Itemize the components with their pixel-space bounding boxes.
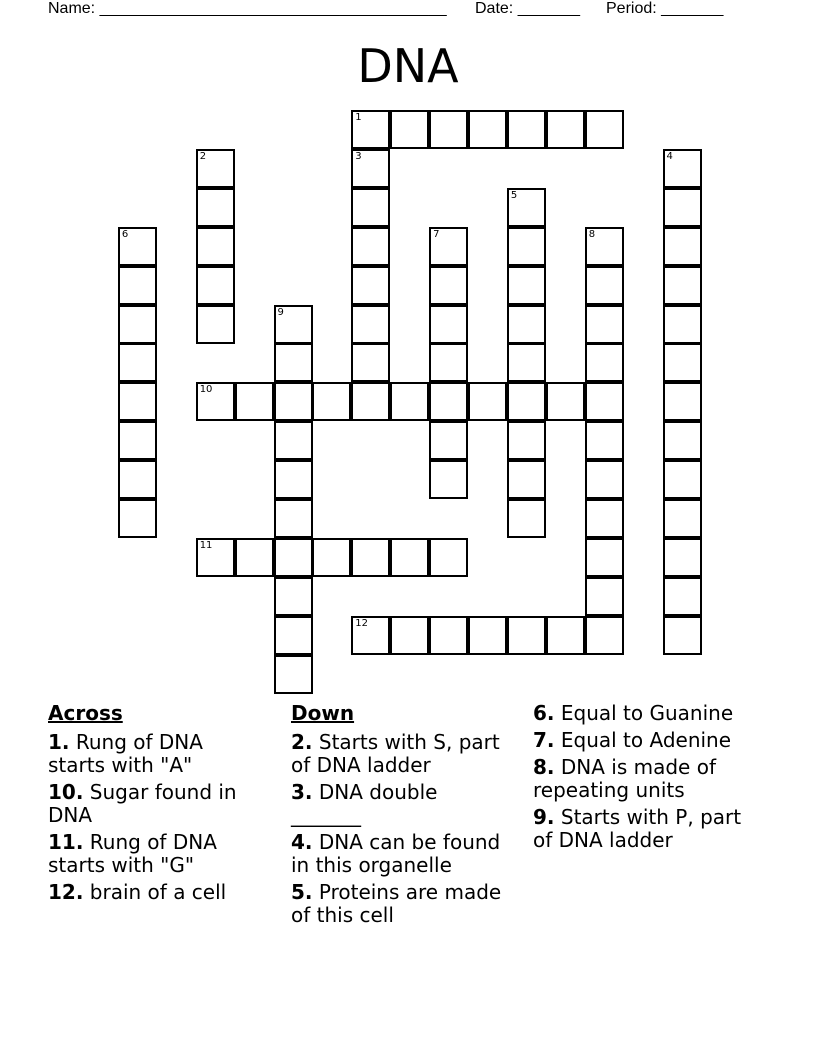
clue-number: 4. xyxy=(291,830,313,854)
clue-down-3 xyxy=(291,781,506,827)
grid-cell[interactable] xyxy=(663,227,702,266)
clue-down-4 xyxy=(291,831,506,877)
grid-cell[interactable] xyxy=(429,343,468,382)
clue-number: 5. xyxy=(291,880,313,904)
grid-cell[interactable] xyxy=(468,616,507,655)
clue-number: 7. xyxy=(533,728,555,752)
grid-cell[interactable] xyxy=(351,227,390,266)
page-title: DNA xyxy=(357,39,459,93)
grid-cell[interactable] xyxy=(585,305,624,344)
clue-down-6 xyxy=(533,702,763,725)
grid-cell[interactable] xyxy=(118,499,157,538)
grid-cell[interactable] xyxy=(118,305,157,344)
clue-text: brain of a cell xyxy=(83,880,227,904)
grid-cell[interactable] xyxy=(274,305,313,344)
grid-cell[interactable] xyxy=(196,382,235,421)
grid-cell[interactable] xyxy=(235,382,274,421)
clue-text: Proteins are made of this cell xyxy=(291,880,502,927)
grid-cell[interactable] xyxy=(507,343,546,382)
grid-cell[interactable] xyxy=(390,382,429,421)
grid-cell[interactable] xyxy=(507,499,546,538)
grid-cell[interactable] xyxy=(507,305,546,344)
grid-cell[interactable] xyxy=(351,305,390,344)
clue-number-label: 10 xyxy=(199,384,213,396)
grid-cell[interactable] xyxy=(312,538,351,577)
grid-cell[interactable] xyxy=(312,382,351,421)
grid-cell[interactable] xyxy=(507,227,546,266)
grid-cell[interactable] xyxy=(546,110,585,149)
date-field[interactable]: Date: _______ xyxy=(475,0,580,17)
grid-cell[interactable] xyxy=(468,382,507,421)
clue-number-label: 2 xyxy=(199,150,207,162)
clue-number-label: 1 xyxy=(355,112,362,123)
clue-number-label: 3 xyxy=(355,150,362,162)
grid-cell[interactable] xyxy=(429,616,468,655)
grid-cell[interactable] xyxy=(663,616,702,655)
grid-cell[interactable] xyxy=(196,305,235,344)
clue-across-10 xyxy=(48,781,263,827)
grid-cell[interactable] xyxy=(585,382,624,421)
clue-across-11 xyxy=(48,831,263,877)
grid-cell[interactable] xyxy=(429,266,468,305)
grid-cell[interactable] xyxy=(196,227,235,266)
grid-cell[interactable] xyxy=(507,110,546,149)
grid-cell[interactable] xyxy=(507,421,546,460)
clue-down-8 xyxy=(533,756,763,802)
clue-across-1 xyxy=(48,731,263,777)
grid-cell[interactable] xyxy=(274,577,313,616)
grid-cell[interactable] xyxy=(663,266,702,305)
grid-cell[interactable] xyxy=(196,538,235,577)
grid-cell[interactable] xyxy=(429,538,468,577)
clue-number: 1. xyxy=(48,730,70,754)
name-field[interactable]: Name: _______________________________________ xyxy=(48,0,447,17)
clue-number-label: 5 xyxy=(510,189,518,201)
clue-text: Starts with P, part of DNA ladder xyxy=(533,805,742,852)
clue-number: 12. xyxy=(48,880,84,904)
grid-cell[interactable] xyxy=(429,421,468,460)
clue-text: Equal to Guanine xyxy=(554,701,734,725)
clue-down-7 xyxy=(533,729,763,752)
grid-cell[interactable] xyxy=(663,149,702,188)
grid-cell[interactable] xyxy=(546,382,585,421)
grid-cell[interactable] xyxy=(429,382,468,421)
grid-cell[interactable] xyxy=(663,421,702,460)
grid-cell[interactable] xyxy=(118,421,157,460)
clue-number-label: 4 xyxy=(666,150,673,162)
grid-cell[interactable] xyxy=(351,110,390,149)
grid-cell[interactable] xyxy=(663,305,702,344)
clue-number-label: 6 xyxy=(121,228,129,240)
grid-cell[interactable] xyxy=(118,227,157,266)
grid-cell[interactable] xyxy=(585,499,624,538)
clue-text: Equal to Adenine xyxy=(554,728,732,752)
clue-number-label: 9 xyxy=(277,306,284,318)
grid-cell[interactable] xyxy=(585,577,624,616)
grid-cell[interactable] xyxy=(585,421,624,460)
clue-text: Rung of DNA starts with "G" xyxy=(48,830,217,877)
grid-cell[interactable] xyxy=(429,305,468,344)
grid-cell[interactable] xyxy=(507,266,546,305)
clue-number: 11. xyxy=(48,830,84,854)
clue-text: Starts with S, part of DNA ladder xyxy=(291,730,500,777)
grid-cell[interactable] xyxy=(390,110,429,149)
grid-cell[interactable] xyxy=(429,110,468,149)
grid-cell[interactable] xyxy=(468,110,507,149)
grid-cell[interactable] xyxy=(274,655,313,694)
clue-text: DNA can be found in this organelle xyxy=(291,830,501,877)
grid-cell[interactable] xyxy=(351,266,390,305)
across-heading: Across xyxy=(48,701,123,725)
clue-text: Rung of DNA starts with "A" xyxy=(48,730,203,777)
grid-cell[interactable] xyxy=(507,382,546,421)
grid-cell[interactable] xyxy=(196,266,235,305)
grid-cell[interactable] xyxy=(118,382,157,421)
grid-cell[interactable] xyxy=(274,421,313,460)
clue-number-label: 7 xyxy=(433,228,440,240)
clue-text: DNA is made of repeating units xyxy=(533,755,716,802)
grid-cell[interactable] xyxy=(196,149,235,188)
grid-cell[interactable] xyxy=(585,110,624,149)
grid-cell[interactable] xyxy=(585,460,624,499)
clue-number: 10. xyxy=(48,780,84,804)
grid-cell[interactable] xyxy=(351,188,390,227)
period-field[interactable]: Period: _______ xyxy=(606,0,724,17)
grid-cell[interactable] xyxy=(546,616,585,655)
grid-cell[interactable] xyxy=(118,343,157,382)
grid-cell[interactable] xyxy=(507,188,546,227)
grid-cell[interactable] xyxy=(429,227,468,266)
clue-down-9 xyxy=(533,806,763,852)
grid-cell[interactable] xyxy=(663,343,702,382)
grid-cell[interactable] xyxy=(274,499,313,538)
grid-cell[interactable] xyxy=(351,538,390,577)
grid-cell[interactable] xyxy=(390,538,429,577)
grid-cell[interactable] xyxy=(351,149,390,188)
clue-down-5 xyxy=(291,881,506,927)
grid-cell[interactable] xyxy=(274,343,313,382)
clue-across-12 xyxy=(48,881,263,904)
clue-number: 2. xyxy=(291,730,313,754)
clue-number-label: 8 xyxy=(588,228,596,240)
grid-cell[interactable] xyxy=(235,538,274,577)
grid-cell[interactable] xyxy=(663,188,702,227)
grid-cell[interactable] xyxy=(429,460,468,499)
grid-cell[interactable] xyxy=(274,616,313,655)
grid-cell[interactable] xyxy=(118,460,157,499)
grid-cell[interactable] xyxy=(663,538,702,577)
clue-text: DNA double _______ xyxy=(291,780,438,827)
clue-number-label: 12 xyxy=(355,617,369,629)
grid-cell[interactable] xyxy=(663,499,702,538)
grid-cell[interactable] xyxy=(196,188,235,227)
down-clues xyxy=(291,702,506,931)
grid-cell[interactable] xyxy=(351,343,390,382)
grid-cell[interactable] xyxy=(351,616,390,655)
grid-cell[interactable] xyxy=(585,227,624,266)
clue-number-label: 11 xyxy=(199,539,213,551)
grid-cell[interactable] xyxy=(585,266,624,305)
clue-number: 9. xyxy=(533,805,555,829)
grid-cell[interactable] xyxy=(663,577,702,616)
grid-cell[interactable] xyxy=(274,538,313,577)
clue-number: 6. xyxy=(533,701,555,725)
clue-number: 8. xyxy=(533,755,555,779)
grid-cell[interactable] xyxy=(390,616,429,655)
grid-cell[interactable] xyxy=(585,616,624,655)
grid-cell[interactable] xyxy=(274,382,313,421)
clue-number: 3. xyxy=(291,780,313,804)
grid-cell[interactable] xyxy=(663,460,702,499)
grid-cell[interactable] xyxy=(663,382,702,421)
grid-cell[interactable] xyxy=(585,538,624,577)
grid-cell[interactable] xyxy=(118,266,157,305)
clue-down-2 xyxy=(291,731,506,777)
across-clues xyxy=(48,702,263,908)
grid-cell[interactable] xyxy=(507,460,546,499)
grid-cell[interactable] xyxy=(585,343,624,382)
grid-cell[interactable] xyxy=(274,460,313,499)
grid-cell[interactable] xyxy=(507,616,546,655)
down-heading: Down xyxy=(291,701,355,725)
clue-text: Sugar found in DNA xyxy=(48,780,237,827)
down-clues-continued xyxy=(533,702,763,856)
grid-cell[interactable] xyxy=(351,382,390,421)
